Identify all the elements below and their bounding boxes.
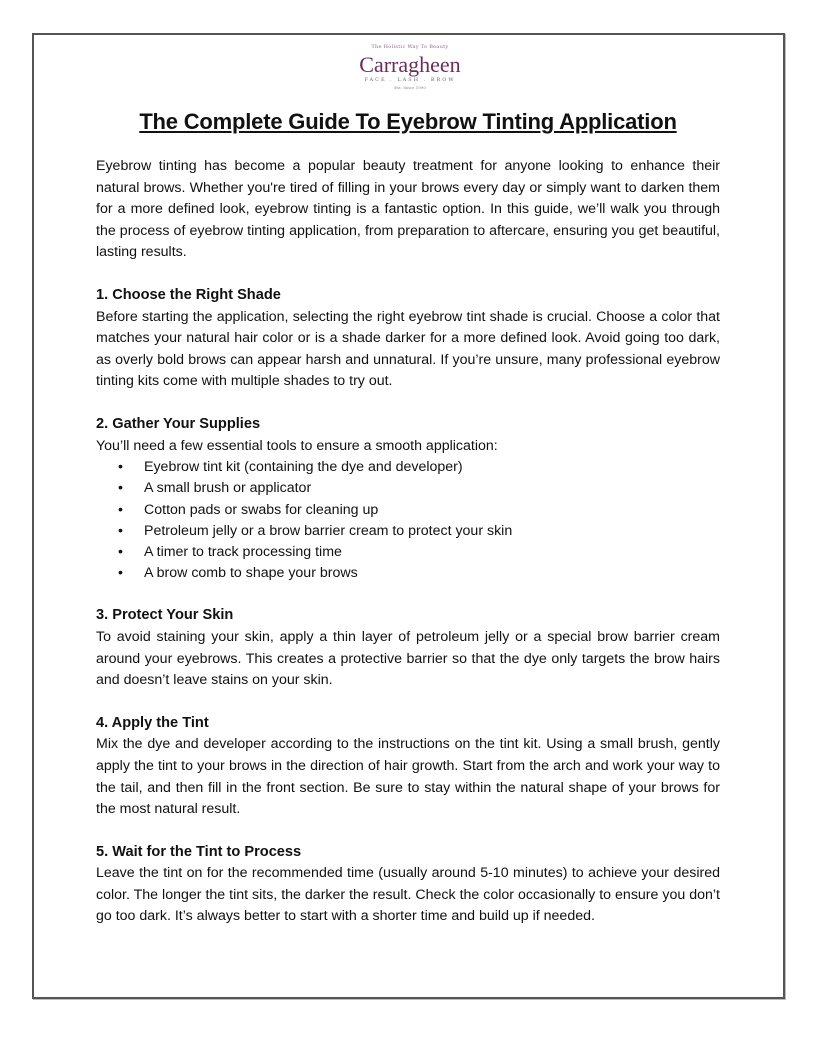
section-body: Before starting the application, selecting the right eyebrow tint shade is crucial. Choose a color that matches your natural hair color or is a shade darker for a more defined look. Avoid going too dark, as overly bold brows can appear harsh and unnatural. If you’re unsure, many professional eyebrow tinting kits come with multiple shades to try out. <box>96 308 720 390</box>
document-body <box>96 108 720 928</box>
list-item: • Petroleum jelly or a brow barrier cream to protect your skin <box>118 521 720 542</box>
list-item: • Cotton pads or swabs for cleaning up <box>118 500 720 521</box>
section-heading: 5. Wait for the Tint to Process <box>96 843 302 860</box>
section-heading: 1. Choose the Right Shade <box>96 286 281 303</box>
carragheen-logo <box>350 40 470 96</box>
section-body: Mix the dye and developer according to the instructions on the tint kit. Using a small brush, gently apply the tint to your brows in the direction of hair growth. Start from the arch and work your way to the tail, and then fill in the front section. Be sure to stay within the natural shape of your brows for the most natural result. <box>96 736 720 818</box>
page-title: The Complete Guide To Eyebrow Tinting Application <box>139 109 677 134</box>
list-item: • A brow comb to shape your brows <box>118 563 720 584</box>
section-body: Leave the tint on for the recommended time (usually around 5-10 minutes) to achieve your desired color. The longer the tint sits, the darker the result. Check the color occasionally to ensure you don’t go too dark. It’s always better to start with a shorter time and build up if needed. <box>96 865 720 925</box>
logo-tagline: The Holistic Way To Beauty <box>371 44 449 50</box>
logo-name: Carragheen <box>359 52 461 77</box>
section-body: You’ll need a few essential tools to ensure a smooth application: <box>96 437 498 454</box>
section-heading: 3. Protect Your Skin <box>96 607 234 624</box>
logo-est: Est. Since 1990 <box>394 85 426 90</box>
list-item: • A timer to track processing time <box>118 542 720 563</box>
list-item: • Eyebrow tint kit (containing the dye and developer) <box>118 457 720 478</box>
list-item: • A small brush or applicator <box>118 478 720 499</box>
section-heading: 2. Gather Your Supplies <box>96 415 261 432</box>
intro-paragraph: Eyebrow tinting has become a popular beauty treatment for anyone looking to enhance their natural brows. Whether you're tired of filling in your brows every day or simply want to darken them for a more defined look, eyebrow tinting is a fantastic option. In this guide, we’ll walk you through the process of eyebrow tinting application, from preparation to aftercare, ensuring you get beautiful, lasting results. <box>96 158 720 261</box>
section-heading: 4. Apply the Tint <box>96 714 209 731</box>
section-body: To avoid staining your skin, apply a thin layer of petroleum jelly or a special brow barrier cream around your eyebrows. This creates a protective barrier so that the dye only targets the brow hairs and doesn’t leave stains on your skin. <box>96 628 720 689</box>
supplies-list <box>96 457 720 584</box>
logo-sub: FACE . LASH . BROW <box>364 77 456 83</box>
